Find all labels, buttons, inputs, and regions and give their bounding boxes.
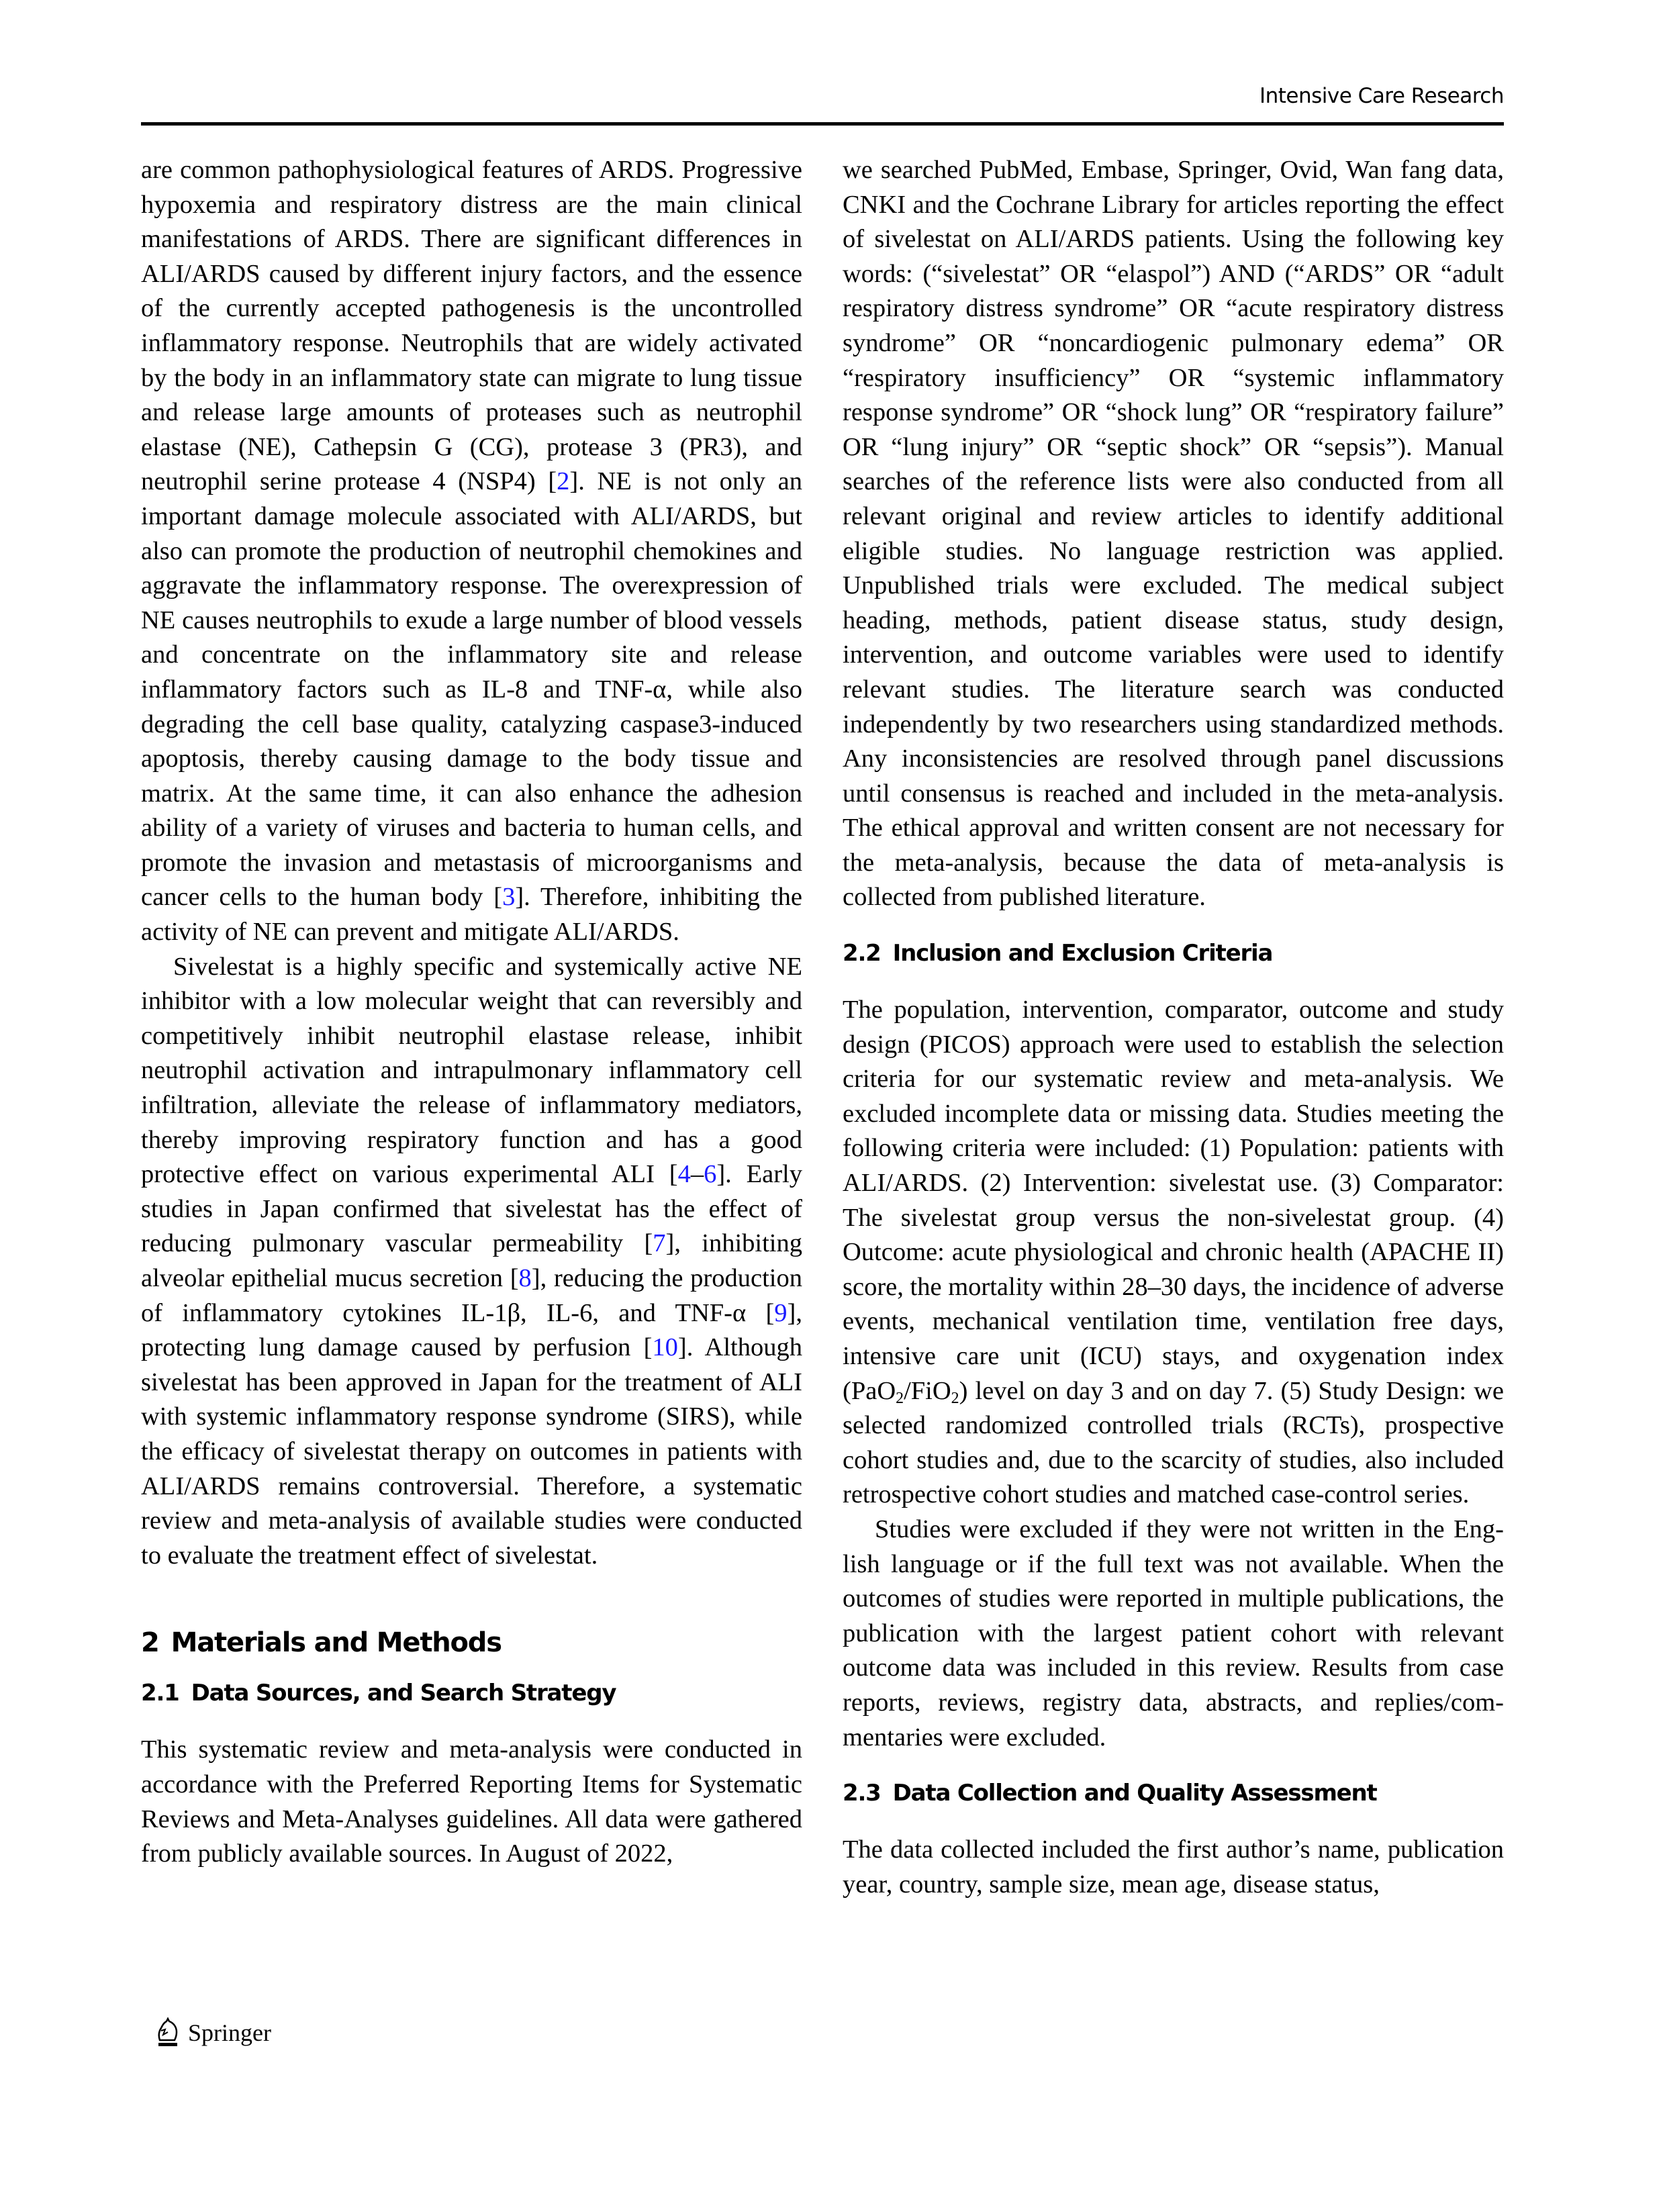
paragraph-exclusion-criteria: Studies were excluded if they were not written in the English language or if the full text was not available. When the outcomes of studies were reported in multiple publications, the publication with the largest patient cohort with relevant outcome data was included in this review. Results from case reports, reviews, registry data, abstracts, and replies/commentaries were excluded. bbox=[843, 1514, 1504, 1751]
citation-link[interactable]: 10 bbox=[652, 1333, 678, 1362]
citation-link[interactable]: 3 bbox=[502, 883, 516, 912]
citation-link[interactable]: 9 bbox=[774, 1298, 788, 1327]
citation-link[interactable]: 8 bbox=[518, 1264, 532, 1292]
springer-knight-icon bbox=[154, 2017, 180, 2047]
paragraph-picos-criteria: The population, intervention, comparator, outcome and study design (PICOS) approach were used to establish the selection criteria for our systematic review and meta-analysis. We excluded incomplete data or missing data. Studies meeting the following criteria were included: (1) Population: patients with ALI/ARDS. (2) Intervention: sivelestat use. (3) Comparator: The sivelestat group versus the non-sivelestat group. (4) Outcome: acute physiological and chronic health (APACHE II) score, the mortality within 28–30 days, the incidence of adverse events, mechanical ventilation time, ventilation free days, intensive care unit (ICU) stays, and oxygenation index (PaO$_2$/FiO$_2$) level on day 3 and on day 7. (5) Study Design: we selected randomized controlled trials (RCTs), prospective cohort studies and, due to the scarcity of studies, also included retrospective cohort studies and matched case-control series. bbox=[843, 996, 1504, 1509]
section-heading-materials-methods: 2 Materials and Methods bbox=[141, 1627, 502, 1659]
paragraph-ne-pathogenesis: are common pathophysiological features of ARDS. Progressive hypoxemia and respiratory distress are the main clinical manifestations of ARDS. There are significant differences in ALI/ARDS caused by different injury factors, and the essence of the currently accepted pathogenesis is the uncontrolled inflammatory response. Neutrophils that are widely activated by the body in an inflammatory state can migrate to lung tissue and release large amounts of proteases such as neutrophil elastase (NE), Cathepsin G (CG), protease 3 (PR3), and neutrophil serine protease 4 (NSP4) [2]. NE is not only an important damage molecule associated with ALI/ARDS, but also can promote the production of neutrophil chemokines and aggravate the inflammatory response. The overexpression of NE causes neutrophils to exude a large number of blood vessels and concentrate on the inflammatory site and release inflammatory factors such as IL-8 and TNF-α, while also degrading the cell base quality, catalyzing caspase3-induced apoptosis, thereby causing damage to the body tissue and matrix. At the same time, it can also enhance the adhesion ability of a variety of viruses and bacteria to human cells, and promote the invasion and metastasis of microorganisms and cancer cells to the human body [3]. Therefore, inhibiting the activity of NE can prevent and mitigate ALI/ARDS. bbox=[141, 156, 802, 947]
paragraph-sivelestat-intro: Sivelestat is a highly specific and systemically active NE inhibitor with a low molecular weight that can reversibly and competitively inhibit neutrophil elastase release, inhibit neutrophil activation and intrapulmonary inflammatory cell infiltration, alleviate the release of inflammatory mediators, thereby improving respiratory function and has a good protective effect on various experimental ALI [4–6]. Early studies in Japan confirmed that sivelestat has the effect of reducing pulmonary vascular permeability [7], inhibiting alveolar epithelial mucus secretion [8], reducing the production of inflammatory cytokines IL-1β, IL-6, and TNF-α [9], protecting lung damage caused by perfusion [10]. Although sivelestat has been approved in Japan for the treatment of ALI with systemic inflammatory response syndrome (SIRS), while the efficacy of sivelestat therapy on outcomes in patients with ALI/ARDS remains controversial. Therefore, a systematic review and meta-analysis of available studies were conducted to evaluate the treatment effect of sivelestat. bbox=[141, 952, 802, 1570]
footer-publisher bbox=[154, 2017, 271, 2047]
running-head-journal: Intensive Care Research bbox=[1259, 84, 1504, 108]
paragraph-data-sources: This systematic review and meta-analysis were conducted in accordance with the Preferred Reporting Items for Systematic Reviews and Meta-Analyses guidelines. All data were gathered from publicly available sources. In August of 2022, bbox=[141, 1735, 802, 1868]
citation-link[interactable]: 4 bbox=[677, 1160, 691, 1189]
citation-link[interactable]: 6 bbox=[704, 1160, 717, 1189]
paragraph-data-collection: The data collected included the first author’s name, publication year, country, sample size, mean age, disease status, bbox=[843, 1835, 1504, 1898]
left-column bbox=[141, 153, 802, 1872]
subsection-heading-data-collection: 2.3 Data Collection and Quality Assessment bbox=[843, 1780, 1377, 1807]
subsection-heading-inclusion-exclusion: 2.2 Inclusion and Exclusion Criteria bbox=[843, 940, 1273, 967]
header-rule bbox=[141, 122, 1504, 126]
subsection-heading-data-sources: 2.1 Data Sources, and Search Strategy bbox=[141, 1680, 616, 1707]
right-column bbox=[843, 153, 1504, 1902]
publisher-name: Springer bbox=[188, 2019, 271, 2046]
paragraph-search-strategy: we searched PubMed, Embase, Springer, Ovid, Wan fang data, CNKI and the Cochrane Library for articles reporting the effect of sivelestat on ALI/ARDS patients. Using the following key words: (“sivelestat” OR “elaspol”) AND (“ARDS” OR “adult respiratory distress syndrome” OR “acute respiratory distress syndrome” OR “noncardiogenic pulmonary edema” OR “respiratory insufficiency” OR “systemic inflammatory response syndrome” OR “shock lung” OR “respiratory failure” OR “lung injury” OR “septic shock” OR “sepsis”). Manual searches of the reference lists were also conducted from all relevant original and review articles to identify additional eligible studies. No language restriction was applied. Unpublished trials were excluded. The medical subject heading, methods, patient disease status, study design, intervention, and outcome variables were used to identify relevant studies. The literature search was conducted independently by two researchers using standardized methods. Any inconsistencies are resolved through panel discussions until consensus is reached and included in the meta-analysis. The ethical approval and written consent are not necessary for the meta-analysis, because the data of meta-analysis is collected from published literature. bbox=[843, 156, 1504, 912]
citation-link[interactable]: 2 bbox=[557, 467, 570, 496]
citation-link[interactable]: 7 bbox=[653, 1229, 666, 1258]
